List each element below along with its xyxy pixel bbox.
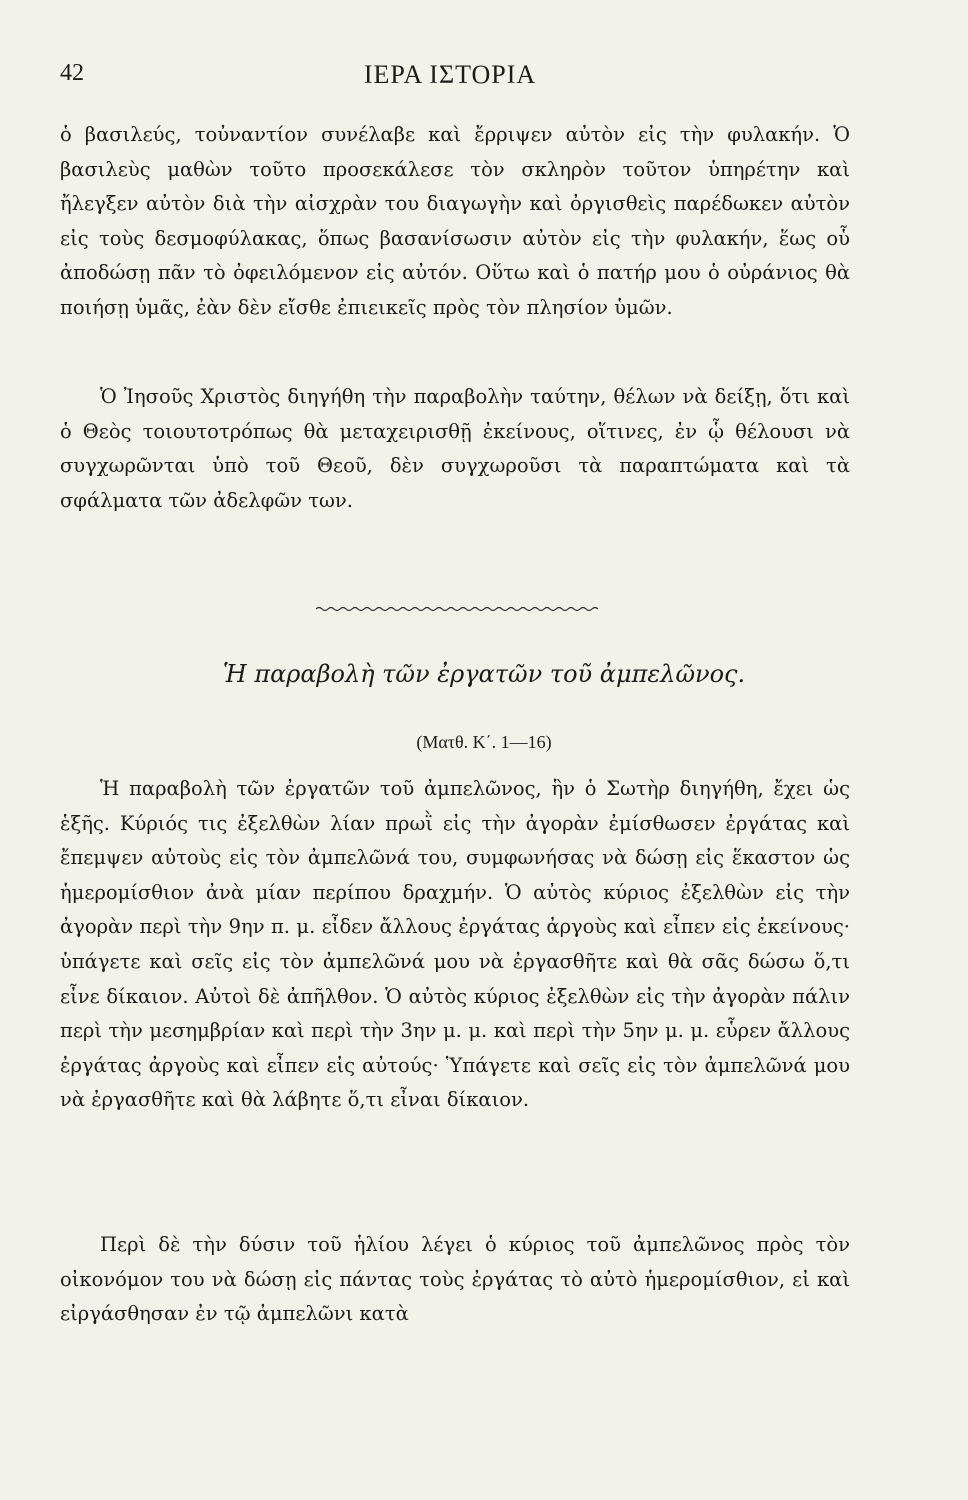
parable-paragraph: Ἡ παραβολὴ τῶν ἐργατῶν τοῦ ἀμπελῶνος, ἣν ὁ Σωτὴρ διηγήθη, ἔχει ὡς ἑξῆς. Κύριός τις ἐξελθὼν λίαν πρωῒ εἰς τὴν ἀγορὰν ἐμίσθωσεν ἐργάτας καὶ ἔπεμψεν αὐτοὺς εἰς τὸν ἀμπελῶνά του, συμφωνήσας νὰ δώσῃ εἰς ἕκαστον ὡς ἡμερομίσθιον ἀνὰ μίαν περίπου δραχμήν. Ὁ αὐτὸς κύριος ἐξελθὼν εἰς τὴν ἀγορὰν περὶ τὴν 9ην π. μ. εἶδεν ἄλλους ἐργάτας ἀργοὺς καὶ εἶπεν εἰς ἐκείνους· ὑπάγετε καὶ σεῖς εἰς τὸν ἀμπελῶνά μου νὰ ἐργασθῆτε καὶ θὰ σᾶς δώσω ὅ,τι εἶνε δίκαιον. Αὐτοὶ δὲ ἀπῆλθον. Ὁ αὐτὸς κύριος ἐξελθὼν εἰς τὴν ἀγορὰν πάλιν περὶ τὴν μεσημβρίαν καὶ περὶ τὴν 3ην μ. μ. καὶ περὶ τὴν 5ην μ. μ. εὗρεν ἄλλους ἐργάτας ἀργοὺς καὶ εἶπεν εἰς αὐτούς· Ὑπάγετε καὶ σεῖς εἰς τὸν ἀμπελῶνά μου νὰ ἐργασθῆτε καὶ θὰ λάβητε ὅ,τι εἶναι δίκαιον. xyxy=(60,777,850,1112)
evening-paragraph: Περὶ δὲ τὴν δύσιν τοῦ ἡλίου λέγει ὁ κύριος τοῦ ἀμπελῶνος πρὸς τὸν οἰκονόμον του νὰ δώσῃ εἰς πάντας τοὺς ἐργάτας τὸ αὐτὸ ἡμερομίσθιον, εἰ καὶ εἰργάσθησαν ἐν τῷ ἀμπελῶνι κατὰ xyxy=(60,1233,850,1326)
jesus-paragraph-block xyxy=(60,380,850,518)
continuation-paragraph: ὁ βασιλεύς, τοὐναντίον συνέλαβε καὶ ἔρριψεν αὐτὸν εἰς τὴν φυλακήν. Ὁ βασιλεὺς μαθὼν τοῦτο προσεκάλεσε τὸν σκληρὸν τοῦτον ὑπηρέτην καὶ ἤλεγξεν αὐτὸν διὰ τὴν αἰσχρὰν του διαγωγὴν καὶ ὀργισθεὶς παρέδωκεν αὐτὸν εἰς τοὺς δεσμοφύλακας, ὅπως βασανίσωσιν αὐτὸν εἰς τὴν φυλακήν, ἕως οὗ ἀποδώσῃ πᾶν τὸ ὀφειλόμενον εἰς αὐτόν. Οὕτω καὶ ὁ πατήρ μου ὁ οὐράνιος θὰ ποιήσῃ ὑμᾶς, ἐὰν δὲν εἴσθε ἐπιεικεῖς πρὸς τὸν πλησίον ὑμῶν. xyxy=(60,123,850,319)
page-header xyxy=(0,60,968,100)
wavy-divider xyxy=(316,605,598,613)
continuation-paragraph-block xyxy=(60,118,850,326)
page-number: 42 xyxy=(60,60,84,86)
evening-paragraph-block xyxy=(60,1228,850,1332)
running-title: ΙΕΡΑ ΙΣΤΟΡΙΑ xyxy=(363,60,537,89)
parable-paragraph-block xyxy=(60,772,850,1118)
jesus-paragraph: Ὁ Ἰησοῦς Χριστὸς διηγήθη τὴν παραβολὴν ταύτην, θέλων νὰ δείξῃ, ὅτι καὶ ὁ Θεὸς τοιουτοτρόπως θὰ μεταχειρισθῇ ἐκείνους, οἵτινες, ἐν ᾧ θέλουσι νὰ συγχωρῶνται ὑπὸ τοῦ Θεοῦ, δὲν συγχωροῦσι τὰ παραπτώματα καὶ τὰ σφάλματα τῶν ἀδελφῶν των. xyxy=(60,385,850,512)
section-title: Ἡ παραβολὴ τῶν ἐργατῶν τοῦ ἀμπελῶνος. xyxy=(222,660,746,688)
scripture-reference: (Ματθ. Κ΄. 1—16) xyxy=(416,732,552,752)
